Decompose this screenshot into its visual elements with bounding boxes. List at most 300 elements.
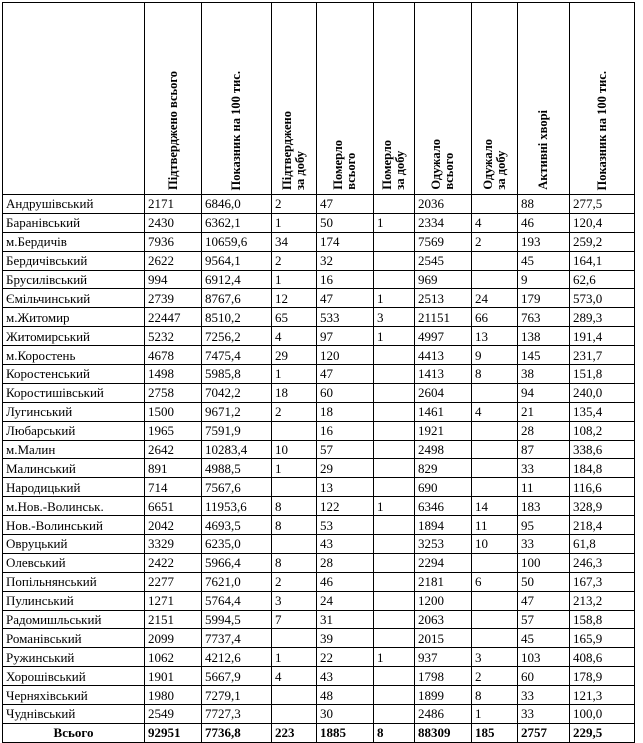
district-name-cell: Ємільчинський (3, 289, 145, 308)
value-cell: 1 (374, 327, 415, 346)
value-cell: 6 (472, 572, 518, 591)
table-row (3, 270, 635, 289)
value-cell: 120 (317, 346, 374, 365)
confirmed-total-header (145, 3, 202, 195)
value-cell: 45 (518, 629, 570, 648)
value-cell: 43 (317, 667, 374, 686)
value-cell: 39 (317, 629, 374, 648)
total-value-cell: 2757 (518, 723, 570, 742)
value-cell (472, 478, 518, 497)
value-cell: 2 (272, 251, 317, 270)
value-cell (374, 346, 415, 365)
table-row (3, 440, 635, 459)
value-cell (374, 667, 415, 686)
value-cell: 1899 (415, 686, 472, 705)
value-cell: 135,4 (570, 402, 635, 421)
table-row (3, 402, 635, 421)
value-cell: 8510,2 (202, 308, 272, 327)
value-cell: 3253 (415, 535, 472, 554)
header-row (3, 3, 635, 195)
header-label: Померло всього (331, 140, 358, 190)
value-cell: 32 (317, 251, 374, 270)
value-cell: 1271 (145, 591, 202, 610)
value-cell: 14 (472, 497, 518, 516)
value-cell: 2099 (145, 629, 202, 648)
value-cell (374, 459, 415, 478)
value-cell (374, 686, 415, 705)
table-row (3, 213, 635, 232)
value-cell: 4212,6 (202, 648, 272, 667)
table-row (3, 327, 635, 346)
value-cell: 1980 (145, 686, 202, 705)
value-cell: 145 (518, 346, 570, 365)
value-cell: 33 (518, 459, 570, 478)
value-cell (472, 610, 518, 629)
value-cell: 1 (272, 459, 317, 478)
value-cell: 4678 (145, 346, 202, 365)
rate-per-100k-header (202, 3, 272, 195)
value-cell: 9671,2 (202, 402, 272, 421)
district-name-cell: Хорошівський (3, 667, 145, 686)
value-cell: 763 (518, 308, 570, 327)
table-row (3, 629, 635, 648)
value-cell: 289,3 (570, 308, 635, 327)
value-cell: 138 (518, 327, 570, 346)
value-cell: 2042 (145, 516, 202, 535)
value-cell: 9 (472, 346, 518, 365)
value-cell: 2758 (145, 383, 202, 402)
value-cell (472, 270, 518, 289)
table-row (3, 516, 635, 535)
value-cell: 2 (472, 667, 518, 686)
value-cell: 3 (272, 591, 317, 610)
value-cell: 151,8 (570, 365, 635, 384)
value-cell: 1 (374, 213, 415, 232)
table-row (3, 308, 635, 327)
value-cell: 10 (272, 440, 317, 459)
total-value-cell: 1885 (317, 723, 374, 742)
total-value-cell: 223 (272, 723, 317, 742)
value-cell: 4 (472, 213, 518, 232)
header-label: Підтверджено всього (165, 70, 180, 190)
value-cell (374, 270, 415, 289)
total-value-cell: 92951 (145, 723, 202, 742)
district-name-cell: Андрушівський (3, 195, 145, 214)
value-cell: 1461 (415, 402, 472, 421)
value-cell: 2604 (415, 383, 472, 402)
value-cell: 2549 (145, 705, 202, 724)
table-row (3, 251, 635, 270)
value-cell: 6235,0 (202, 535, 272, 554)
value-cell: 246,3 (570, 553, 635, 572)
value-cell: 1 (374, 648, 415, 667)
value-cell: 43 (317, 535, 374, 554)
value-cell: 3329 (145, 535, 202, 554)
value-cell (472, 553, 518, 572)
value-cell: 6362,1 (202, 213, 272, 232)
district-name-cell: Баранівський (3, 213, 145, 232)
value-cell: 165,9 (570, 629, 635, 648)
value-cell: 34 (272, 232, 317, 251)
value-cell: 94 (518, 383, 570, 402)
value-cell: 1 (374, 497, 415, 516)
value-cell: 60 (317, 383, 374, 402)
value-cell: 9 (518, 270, 570, 289)
value-cell: 120,4 (570, 213, 635, 232)
value-cell: 328,9 (570, 497, 635, 516)
value-cell: 100 (518, 553, 570, 572)
value-cell: 16 (317, 270, 374, 289)
value-cell: 1200 (415, 591, 472, 610)
value-cell: 6651 (145, 497, 202, 516)
value-cell: 1798 (415, 667, 472, 686)
value-cell: 38 (518, 365, 570, 384)
value-cell: 891 (145, 459, 202, 478)
district-column-header (3, 3, 145, 195)
value-cell: 21151 (415, 308, 472, 327)
total-label-cell: Всього (3, 723, 145, 742)
value-cell: 33 (518, 686, 570, 705)
district-name-cell: Брусилівський (3, 270, 145, 289)
value-cell: 2498 (415, 440, 472, 459)
header-label: Померло за добу (380, 140, 407, 190)
value-cell: 7591,9 (202, 421, 272, 440)
active-rate-per-100k-header (570, 3, 635, 195)
table-row (3, 591, 635, 610)
recovered-total-header (415, 3, 472, 195)
value-cell: 5966,4 (202, 553, 272, 572)
value-cell: 8 (272, 497, 317, 516)
value-cell (374, 553, 415, 572)
value-cell: 193 (518, 232, 570, 251)
value-cell: 2334 (415, 213, 472, 232)
district-name-cell: Нов.-Волинський (3, 516, 145, 535)
value-cell: 5232 (145, 327, 202, 346)
value-cell: 2015 (415, 629, 472, 648)
district-name-cell: м.Нов.-Волинськ. (3, 497, 145, 516)
value-cell: 4413 (415, 346, 472, 365)
header-label: Підтверджено за добу (280, 111, 307, 190)
district-name-cell: Пулинський (3, 591, 145, 610)
value-cell (374, 365, 415, 384)
value-cell: 28 (317, 553, 374, 572)
value-cell: 5985,8 (202, 365, 272, 384)
value-cell: 5764,4 (202, 591, 272, 610)
value-cell: 4 (472, 402, 518, 421)
value-cell: 46 (317, 572, 374, 591)
value-cell: 7279,1 (202, 686, 272, 705)
value-cell: 1 (272, 648, 317, 667)
total-value-cell: 8 (374, 723, 415, 742)
value-cell: 2 (472, 232, 518, 251)
value-cell: 24 (317, 591, 374, 610)
table-row (3, 553, 635, 572)
value-cell: 46 (518, 213, 570, 232)
value-cell: 2430 (145, 213, 202, 232)
value-cell: 7 (272, 610, 317, 629)
value-cell: 33 (518, 705, 570, 724)
table-body (3, 195, 635, 743)
value-cell: 338,6 (570, 440, 635, 459)
value-cell: 60 (518, 667, 570, 686)
value-cell: 10 (472, 535, 518, 554)
value-cell: 2 (272, 572, 317, 591)
total-value-cell: 7736,8 (202, 723, 272, 742)
covid-statistics-table-container (2, 2, 635, 743)
district-name-cell: м.Житомир (3, 308, 145, 327)
value-cell: 4997 (415, 327, 472, 346)
value-cell: 277,5 (570, 195, 635, 214)
value-cell (374, 610, 415, 629)
value-cell: 4988,5 (202, 459, 272, 478)
value-cell: 121,3 (570, 686, 635, 705)
value-cell: 1500 (145, 402, 202, 421)
value-cell: 2036 (415, 195, 472, 214)
value-cell: 2181 (415, 572, 472, 591)
value-cell: 573,0 (570, 289, 635, 308)
value-cell: 1 (272, 213, 317, 232)
value-cell: 2545 (415, 251, 472, 270)
total-value-cell: 185 (472, 723, 518, 742)
value-cell: 29 (317, 459, 374, 478)
table-row (3, 383, 635, 402)
value-cell: 7737,4 (202, 629, 272, 648)
district-name-cell: Черняхівський (3, 686, 145, 705)
value-cell: 1498 (145, 365, 202, 384)
value-cell: 7475,4 (202, 346, 272, 365)
district-name-cell: Коростишівський (3, 383, 145, 402)
value-cell: 21 (518, 402, 570, 421)
value-cell: 1921 (415, 421, 472, 440)
value-cell: 48 (317, 686, 374, 705)
value-cell (374, 516, 415, 535)
table-row (3, 686, 635, 705)
district-name-cell: Житомирський (3, 327, 145, 346)
value-cell: 184,8 (570, 459, 635, 478)
value-cell: 45 (518, 251, 570, 270)
value-cell: 122 (317, 497, 374, 516)
value-cell: 61,8 (570, 535, 635, 554)
value-cell: 7621,0 (202, 572, 272, 591)
table-row (3, 648, 635, 667)
value-cell: 1 (472, 705, 518, 724)
value-cell (272, 535, 317, 554)
district-name-cell: м.Малин (3, 440, 145, 459)
value-cell: 12 (272, 289, 317, 308)
value-cell: 2277 (145, 572, 202, 591)
value-cell: 183 (518, 497, 570, 516)
value-cell: 213,2 (570, 591, 635, 610)
district-name-cell: м.Бердичів (3, 232, 145, 251)
value-cell: 690 (415, 478, 472, 497)
total-row (3, 723, 635, 742)
value-cell: 47 (518, 591, 570, 610)
header-label: Показник на 100 тис. (229, 70, 243, 190)
value-cell: 4 (272, 667, 317, 686)
district-name-cell: Ружинський (3, 648, 145, 667)
value-cell: 2513 (415, 289, 472, 308)
value-cell: 2063 (415, 610, 472, 629)
value-cell: 533 (317, 308, 374, 327)
value-cell: 62,6 (570, 270, 635, 289)
value-cell: 50 (518, 572, 570, 591)
table-row (3, 232, 635, 251)
value-cell: 9564,1 (202, 251, 272, 270)
value-cell: 2642 (145, 440, 202, 459)
value-cell: 2294 (415, 553, 472, 572)
value-cell: 1 (374, 289, 415, 308)
value-cell: 1 (272, 365, 317, 384)
header-label: Активні хворі (536, 110, 550, 190)
value-cell: 7727,3 (202, 705, 272, 724)
value-cell: 10283,4 (202, 440, 272, 459)
value-cell (472, 251, 518, 270)
value-cell: 1062 (145, 648, 202, 667)
value-cell: 11953,6 (202, 497, 272, 516)
value-cell (472, 459, 518, 478)
value-cell: 1413 (415, 365, 472, 384)
value-cell: 179 (518, 289, 570, 308)
value-cell: 6846,0 (202, 195, 272, 214)
value-cell (272, 686, 317, 705)
table-row (3, 459, 635, 478)
value-cell: 8 (472, 686, 518, 705)
value-cell (472, 440, 518, 459)
value-cell: 1894 (415, 516, 472, 535)
value-cell: 4693,5 (202, 516, 272, 535)
value-cell (374, 705, 415, 724)
value-cell: 2739 (145, 289, 202, 308)
district-name-cell: Любарський (3, 421, 145, 440)
value-cell: 714 (145, 478, 202, 497)
value-cell: 30 (317, 705, 374, 724)
value-cell: 57 (518, 610, 570, 629)
value-cell: 65 (272, 308, 317, 327)
value-cell (472, 195, 518, 214)
value-cell: 11 (472, 516, 518, 535)
table-row (3, 572, 635, 591)
value-cell: 24 (472, 289, 518, 308)
value-cell (374, 572, 415, 591)
value-cell (374, 421, 415, 440)
value-cell: 240,0 (570, 383, 635, 402)
value-cell: 2 (272, 195, 317, 214)
value-cell: 28 (518, 421, 570, 440)
deaths-daily-header (374, 3, 415, 195)
value-cell: 2171 (145, 195, 202, 214)
value-cell: 11 (518, 478, 570, 497)
value-cell: 53 (317, 516, 374, 535)
value-cell: 29 (272, 346, 317, 365)
value-cell (374, 478, 415, 497)
value-cell: 1901 (145, 667, 202, 686)
header-label: Одужало всього (429, 139, 456, 190)
value-cell (374, 383, 415, 402)
value-cell: 158,8 (570, 610, 635, 629)
value-cell: 8 (472, 365, 518, 384)
value-cell (472, 629, 518, 648)
value-cell: 8 (272, 516, 317, 535)
district-name-cell: Чуднівський (3, 705, 145, 724)
value-cell: 2 (272, 402, 317, 421)
value-cell (374, 232, 415, 251)
recovered-daily-header (472, 3, 518, 195)
table-row (3, 346, 635, 365)
value-cell: 31 (317, 610, 374, 629)
value-cell: 18 (272, 383, 317, 402)
value-cell: 174 (317, 232, 374, 251)
value-cell: 8 (272, 553, 317, 572)
table-row (3, 667, 635, 686)
value-cell: 7042,2 (202, 383, 272, 402)
district-name-cell: Лугинський (3, 402, 145, 421)
table-row (3, 478, 635, 497)
value-cell: 103 (518, 648, 570, 667)
value-cell: 8767,6 (202, 289, 272, 308)
value-cell: 95 (518, 516, 570, 535)
value-cell: 5994,5 (202, 610, 272, 629)
value-cell (472, 383, 518, 402)
value-cell: 4 (272, 327, 317, 346)
value-cell: 7567,6 (202, 478, 272, 497)
value-cell: 1965 (145, 421, 202, 440)
value-cell: 47 (317, 195, 374, 214)
value-cell: 13 (472, 327, 518, 346)
value-cell: 57 (317, 440, 374, 459)
district-name-cell: Романівський (3, 629, 145, 648)
value-cell: 191,4 (570, 327, 635, 346)
value-cell: 88 (518, 195, 570, 214)
table-row (3, 195, 635, 214)
value-cell: 22 (317, 648, 374, 667)
district-name-cell: Бердичівський (3, 251, 145, 270)
value-cell (374, 251, 415, 270)
value-cell: 408,6 (570, 648, 635, 667)
value-cell: 116,6 (570, 478, 635, 497)
value-cell: 16 (317, 421, 374, 440)
value-cell: 47 (317, 365, 374, 384)
covid-statistics-table (2, 2, 635, 743)
value-cell: 1 (272, 270, 317, 289)
district-name-cell: Коростенський (3, 365, 145, 384)
value-cell: 47 (317, 289, 374, 308)
value-cell: 7569 (415, 232, 472, 251)
value-cell: 108,2 (570, 421, 635, 440)
district-name-cell: м.Коростень (3, 346, 145, 365)
table-row (3, 610, 635, 629)
value-cell (374, 402, 415, 421)
district-name-cell: Малинський (3, 459, 145, 478)
value-cell: 231,7 (570, 346, 635, 365)
value-cell: 969 (415, 270, 472, 289)
value-cell (472, 421, 518, 440)
district-name-cell: Радомишльський (3, 610, 145, 629)
value-cell: 167,3 (570, 572, 635, 591)
confirmed-daily-header (272, 3, 317, 195)
deaths-total-header (317, 3, 374, 195)
value-cell: 5667,9 (202, 667, 272, 686)
value-cell: 2151 (145, 610, 202, 629)
value-cell: 66 (472, 308, 518, 327)
value-cell: 3 (374, 308, 415, 327)
value-cell: 7936 (145, 232, 202, 251)
value-cell (374, 535, 415, 554)
value-cell: 13 (317, 478, 374, 497)
value-cell: 829 (415, 459, 472, 478)
value-cell: 10659,6 (202, 232, 272, 251)
table-row (3, 421, 635, 440)
value-cell: 2622 (145, 251, 202, 270)
